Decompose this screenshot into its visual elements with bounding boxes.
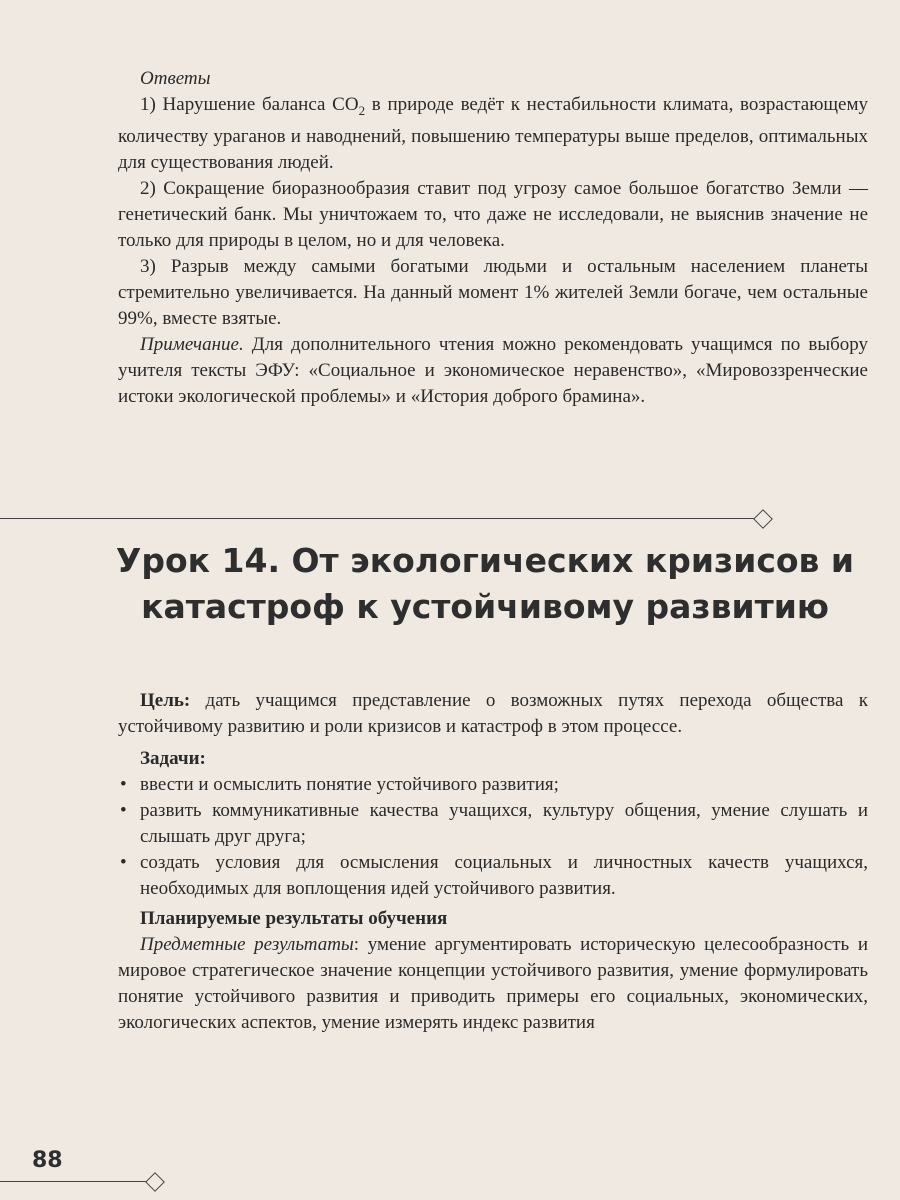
footer-line — [0, 1181, 150, 1182]
list-item — [118, 798, 868, 850]
task-text: развить коммуникативные качества учащихся, культуру общения, умение слушать и слышать друг друга; — [140, 800, 868, 847]
co2-subscript: 2 — [358, 102, 366, 118]
note-label: Примечание. — [140, 333, 244, 355]
subject-results-text: : умение аргументировать историческую целесообразность и мировое стратегическое значение концепции устойчивого развития, умение формулировать понятие устойчивого развития и приводить примеры его социальных, экономических, экологических аспектов, умение измерять индекс развития — [118, 934, 868, 1033]
answers-heading: Ответы — [140, 68, 211, 89]
note-paragraph — [118, 332, 868, 410]
lesson-title: Урок 14. От экологических кризисов и катастроф к устойчивому развитию — [115, 541, 855, 626]
task-text: ввести и осмыслить понятие устойчивого развития; — [140, 774, 559, 795]
page-number: 88 — [32, 1148, 63, 1173]
footer-diamond-icon — [145, 1172, 165, 1192]
goal-label: Цель: — [140, 690, 191, 711]
results-heading: Планируемые результаты обучения — [140, 908, 448, 929]
list-item — [118, 850, 868, 902]
goal-text: дать учащимся представление о возможных путях перехода общества к устойчивому развитию и роли кризисов и катастроф в этом процессе. — [118, 690, 868, 737]
bullet-icon: • — [120, 774, 127, 795]
tasks-label: Задачи: — [140, 748, 206, 769]
answer-item-1 — [118, 92, 868, 176]
goal-paragraph — [118, 688, 868, 740]
bullet-icon: • — [120, 800, 127, 821]
tasks-list — [118, 772, 868, 902]
note-text: Для дополнительного чтения можно рекомендовать учащимся по выбору учителя тексты ЭФУ: «Социальное и экономическое неравенство», «Мировоззренческие истоки экологической проблемы» и «История доброго брамина». — [118, 333, 868, 407]
answer-item-1-end: в природе ведёт к нестабильности климата, возрастающему количеству ураганов и наводнений, повышению температуры выше пределов, оптимальных для существования людей. — [118, 94, 869, 173]
list-item — [118, 772, 868, 798]
lesson-body — [118, 688, 868, 1036]
answer-item-2: 2) Сокращение биоразнообразия ставит под угрозу самое большое богатство Земли — генетический банк. Мы уничтожаем то, что даже не исследовали, не выяснив значение не только для природы в целом, но и для человека. — [118, 177, 868, 251]
task-text: создать условия для осмысления социальных и личностных качеств учащихся, необходимых для воплощения идей устойчивого развития. — [140, 852, 868, 899]
subject-results-label: Предметные результаты — [140, 934, 354, 955]
bullet-icon: • — [120, 852, 127, 873]
answers-section — [118, 66, 868, 410]
divider-diamond-icon — [753, 509, 773, 529]
answer-item-3: 3) Разрыв между самыми богатыми людьми и остальным населением планеты стремительно увеличивается. На данный момент 1% жителей Земли богаче, чем остальные 99%, вместе взятые. — [118, 255, 868, 329]
answer-item-1-start: 1) Нарушение баланса СО — [140, 94, 359, 115]
section-divider — [0, 518, 755, 519]
subject-results-paragraph — [118, 932, 868, 1036]
